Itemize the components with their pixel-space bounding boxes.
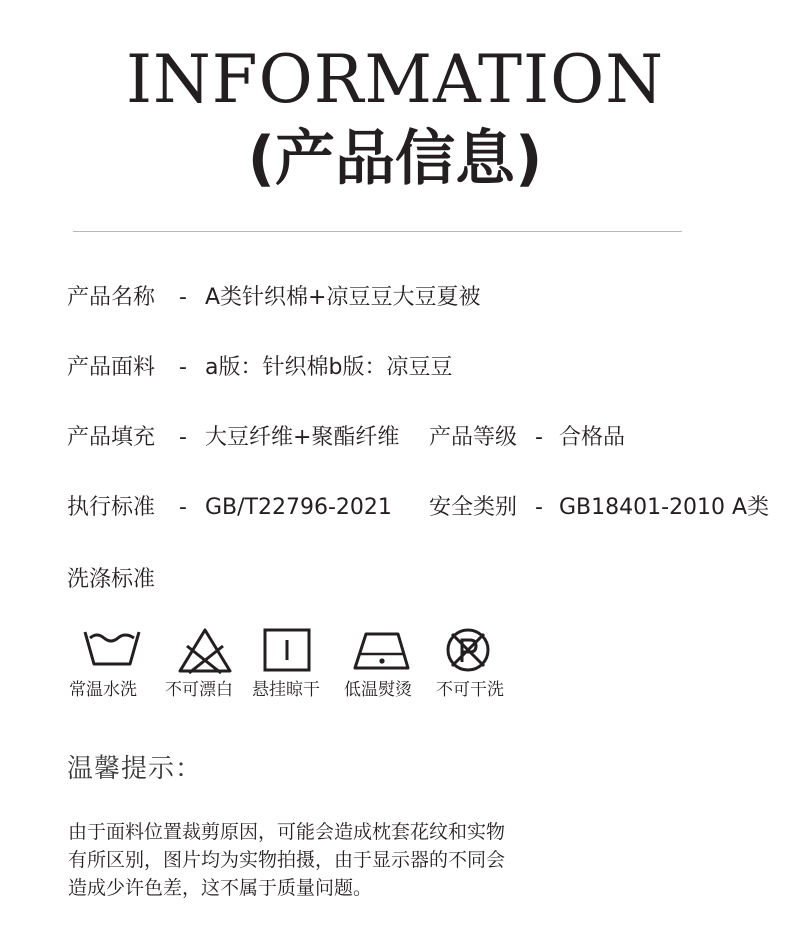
care-label: 常温水洗 xyxy=(69,680,137,700)
care-title: 洗涤标准 xyxy=(67,567,156,592)
tips-title: 温馨提示： xyxy=(67,754,203,784)
spec-value: GB18401-2010 A类 xyxy=(559,495,770,520)
spec-label: 产品等级 xyxy=(429,425,518,450)
spec-label: 产品名称 xyxy=(67,285,156,310)
spec-label: 产品填充 xyxy=(67,425,156,450)
spec-separator: - xyxy=(535,425,543,450)
line-dry-icon xyxy=(263,626,313,674)
spec-separator: - xyxy=(179,425,187,450)
care-label: 低温熨烫 xyxy=(344,680,412,700)
divider xyxy=(73,231,682,232)
spec-value: 大豆纤维+聚酯纤维 xyxy=(205,425,400,450)
spec-label: 安全类别 xyxy=(429,495,518,520)
tips-line: 由于面料位置裁剪原因，可能会造成枕套花纹和实物 xyxy=(68,821,506,843)
spec-value: GB/T22796-2021 xyxy=(205,495,392,520)
wash-tub-icon xyxy=(82,626,142,674)
spec-separator: - xyxy=(179,355,187,380)
spec-separator: - xyxy=(179,285,187,310)
care-label: 不可漂白 xyxy=(165,680,233,700)
spec-label: 执行标准 xyxy=(67,495,156,520)
page-title-en: INFORMATION xyxy=(125,41,664,118)
no-bleach-icon xyxy=(177,626,233,674)
page-title-cn: (产品信息) xyxy=(247,124,543,194)
spec-value: 合格品 xyxy=(559,425,626,450)
tips-line: 造成少许色差，这不属于质量问题。 xyxy=(68,877,373,899)
low-iron-icon xyxy=(352,626,412,674)
spec-separator: - xyxy=(535,495,543,520)
care-label: 悬挂晾干 xyxy=(252,680,320,700)
spec-separator: - xyxy=(179,495,187,520)
spec-label: 产品面料 xyxy=(67,355,156,380)
spec-value: a版：针织棉b版：凉豆豆 xyxy=(205,355,453,380)
spec-value: A类针织棉+凉豆豆大豆夏被 xyxy=(205,285,481,310)
no-dry-clean-icon xyxy=(443,626,493,674)
tips-line: 有所区别，图片均为实物拍摄，由于显示器的不同会 xyxy=(68,849,506,871)
care-label: 不可干洗 xyxy=(436,680,504,700)
